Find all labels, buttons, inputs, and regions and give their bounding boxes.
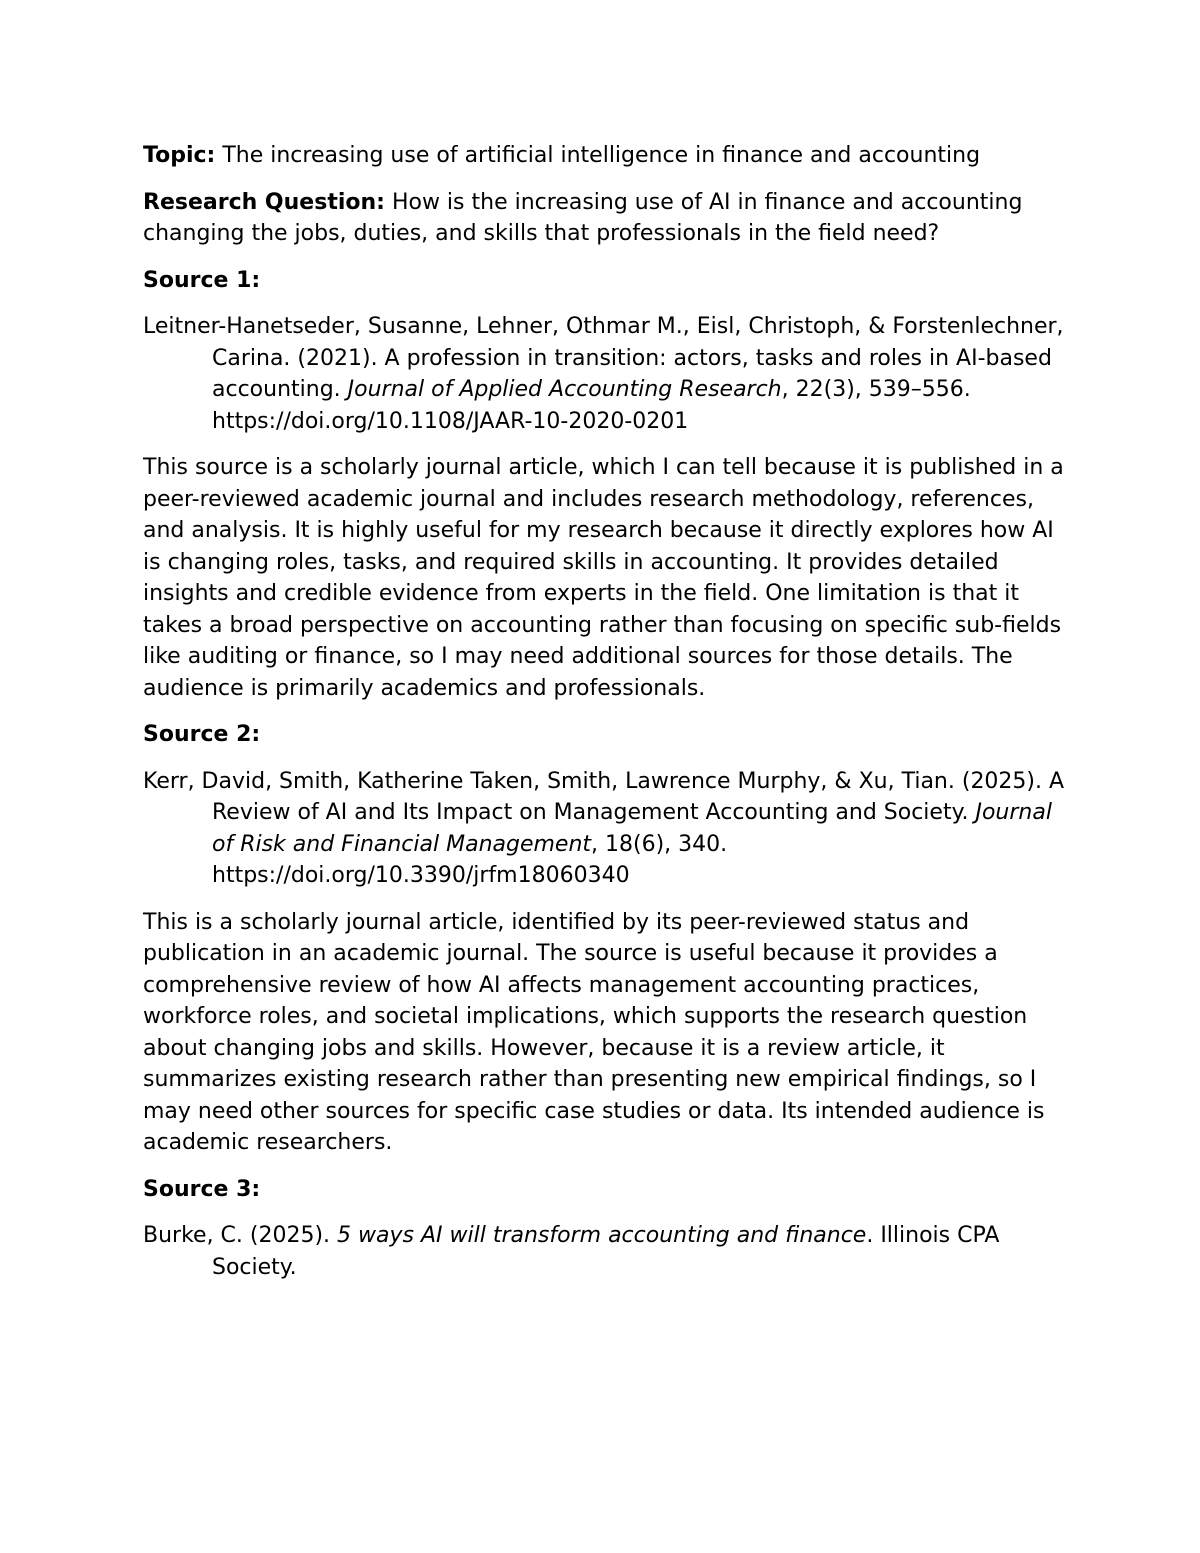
citation-details: , 18(6), 340. https://doi.org/10.3390/jrfm18060340 [212,831,728,888]
source-1-annotation: This source is a scholarly journal article, which I can tell because it is published in a peer-reviewed academic journal and includes research methodology, references, and analysis. It is highly useful for my research because it directly explores how AI is changing roles, tasks, and required skills in accounting. It provides detailed insights and credible evidence from experts in the field. One limitation is that it takes a broad perspective on accounting rather than focusing on specific sub-fields like auditing or finance, so I may need additional sources for those details. The audience is primarily academics and professionals. [143,455,1064,701]
source-2-annotation: This is a scholarly journal article, identified by its peer-reviewed status and publication in an academic journal. The source is useful because it provides a comprehensive review of how AI affects management accounting practices, workforce roles, and societal implications, which supports the research question about changing jobs and skills. However, because it is a review article, it summarizes existing research rather than presenting new empirical findings, so I may need other sources for specific case studies or data. Its intended audience is academic researchers. [143,909,1045,1155]
citation-journal: Journal of Risk and Financial Management [212,800,1052,857]
source-2-citation [143,766,1068,892]
research-question-paragraph [143,187,1068,250]
source-1-heading: Source 1: [143,267,261,293]
source-1-citation [143,311,1068,437]
topic-text: The increasing use of artificial intelligence in finance and accounting [215,143,981,168]
research-question-text: How is the increasing use of AI in finance and accounting changing the jobs, duties, and skills that professionals in the field need? [143,189,1023,246]
citation-details: . Illinois CPA Society. [212,1223,1000,1280]
citation-text: Burke, C. (2025). [143,1223,338,1248]
document-page [143,140,1068,1298]
source-3-heading: Source 3: [143,1176,261,1202]
citation-text: Leitner-Hanetseder, Susanne, Lehner, Othmar M., Eisl, Christoph, & Forstenlechner, Carina. (2021). A profession in transition: actors, tasks and roles in AI-based accounting. [143,314,1064,402]
citation-journal: Journal of Applied Accounting Research [347,377,782,402]
citation-title: 5 ways AI will transform accounting and finance [337,1223,867,1248]
topic-label: Topic: [143,143,216,168]
citation-text: Kerr, David, Smith, Katherine Taken, Smith, Lawrence Murphy, & Xu, Tian. (2025). A Review of AI and Its Impact on Management Accounting and Society. [143,768,1065,825]
topic-paragraph [143,140,1068,172]
citation-details: , 22(3), 539–556. https://doi.org/10.1108/JAAR-10-2020-0201 [212,377,971,434]
source-3-citation [143,1220,1068,1283]
source-2-heading: Source 2: [143,722,261,747]
research-question-label: Research Question: [143,189,385,215]
